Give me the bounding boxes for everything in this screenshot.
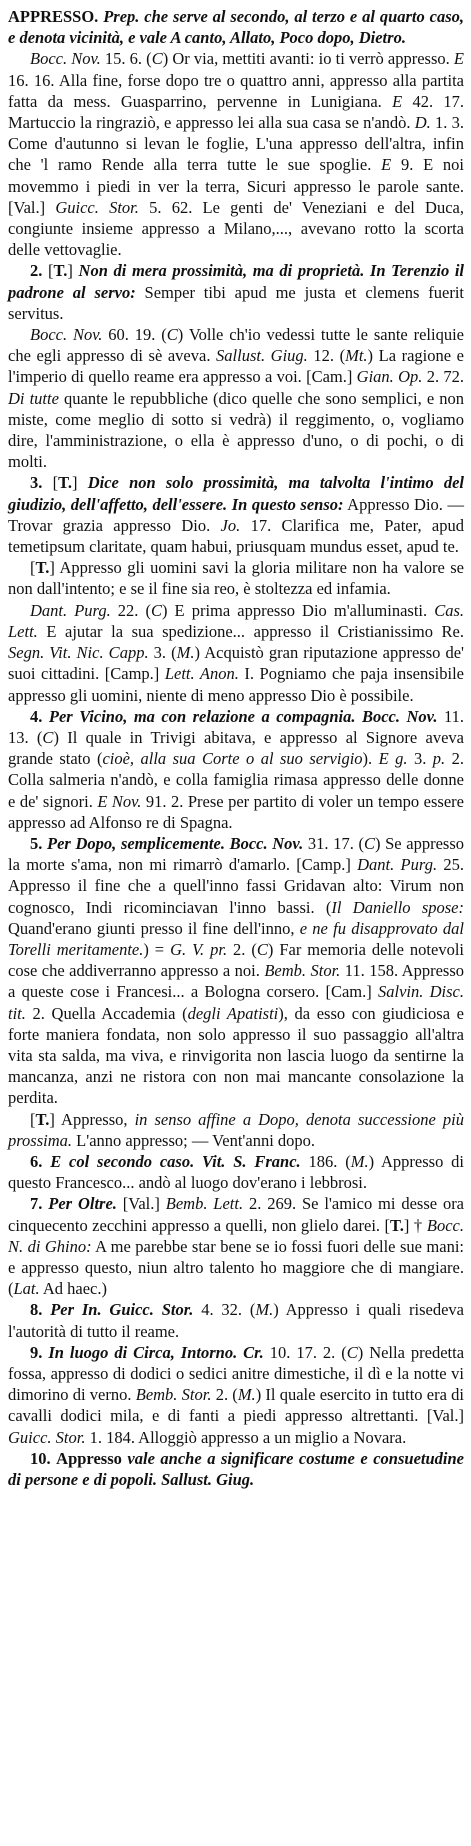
text-run: ) Volle ch'io vedessi tutte le sante reliquie che egli appresso di sè aveva. xyxy=(8,325,464,366)
styled-text-run: 7. xyxy=(30,1194,43,1214)
styled-text-run: Non di mera prossimità, ma di proprietà. In Terenzio il padrone al servo: xyxy=(8,261,465,302)
text-run: ) Il quale in Trivigi abitava, e appresso al Signore aveva grande stato ( xyxy=(8,727,464,769)
styled-text-run: 9. xyxy=(30,1342,43,1362)
text-run: 4. 32. ( xyxy=(193,1300,256,1320)
entry-paragraph xyxy=(8,472,464,557)
text-run: 91. 2. Prese per partito di voler un tempo essere appresso ad Alfonso re di Spagna. xyxy=(8,791,464,832)
text-run: 11. 158. Appresso a queste cose i Francesi... a Bologna corsero. [Cam.] xyxy=(8,961,464,1002)
text-run: ) Acquistò gran riputazione appresso de' suoi cittadini. [Camp.] xyxy=(8,643,465,684)
styled-text-run: Lat. xyxy=(13,1279,40,1299)
text-run: ) Far memoria delle notevoli cose che addiverranno appresso a noi. xyxy=(8,939,464,981)
styled-text-run: Bemb. Stor. xyxy=(264,961,341,981)
styled-text-run: M. xyxy=(237,1385,256,1405)
styled-text-run: 2. xyxy=(30,261,43,281)
text-run: ) Nella predetta fossa, appresso di dodici o sedici anitre dimestiche, il dì e la notte vi dimorino di verno. xyxy=(8,1342,465,1405)
styled-text-run: Guicc. Stor. xyxy=(8,1427,86,1447)
styled-text-run: Bocc. Nov. xyxy=(30,325,103,345)
text-run: ), da esso con giudiciosa e forte maniera fondata, non solo appresso il suo passaggio all'altra vita sta salda, ma viva, e rinvigorita non lascia luogo da sentirne la mancanza, anzi ne ristora con non mai mancante consolazione la perdita. xyxy=(8,1003,464,1108)
styled-text-run: Dant. Purg. xyxy=(357,855,438,875)
styled-text-run: C xyxy=(363,833,375,853)
text-run: Ad haec.) xyxy=(39,1279,107,1299)
text-run: 186. ( xyxy=(300,1151,351,1171)
styled-text-run: APPRESSO. xyxy=(8,7,99,26)
styled-text-run: E Nov. xyxy=(97,791,142,811)
styled-text-run: T. xyxy=(58,473,72,493)
text-run: A me parebbe star bene se io fossi fuori delle sue mani: e appresso questo, niun altro talento ho maggiore che di mangiare. ( xyxy=(8,1236,464,1299)
styled-text-run: Guicc. Stor. xyxy=(55,197,139,217)
styled-text-run: C xyxy=(150,600,162,620)
styled-text-run: Per Vicino, ma con relazione a compagnia. Bocc. Nov. xyxy=(48,706,438,726)
styled-text-run: cioè, alla sua Corte o al suo servigio xyxy=(102,749,363,769)
styled-text-run: D. xyxy=(414,113,431,133)
entry-paragraph xyxy=(8,600,464,706)
styled-text-run: M. xyxy=(176,643,195,663)
entry-paragraph xyxy=(8,1109,464,1151)
text-run: [ xyxy=(30,1109,36,1129)
text-run: 16. 16. Alla fine, forse dopo tre o quattro anni, appresso alla partita fatta da mess. Guasparrino, pervenne in Lunigiana. xyxy=(8,70,464,111)
styled-text-run: Di tutte xyxy=(8,388,59,408)
styled-text-run: C xyxy=(42,727,54,747)
entry-paragraph xyxy=(8,1342,464,1448)
styled-text-run: C xyxy=(151,49,163,69)
text-run: 3. xyxy=(407,749,433,769)
styled-text-run: G. V. pr. xyxy=(170,939,228,959)
styled-text-run: M. xyxy=(255,1300,274,1320)
styled-text-run: T. xyxy=(35,1109,50,1129)
text-run: ] † xyxy=(403,1215,427,1235)
text-run: 15. 6. ( xyxy=(100,49,152,69)
text-run: 22. ( xyxy=(110,600,151,620)
text-run: 42. 17. Martuccio la ringraziò, e appresso lei alla sua casa se n'andò. xyxy=(8,91,465,133)
text-run: 2. ( xyxy=(227,939,257,959)
styled-text-run: C xyxy=(346,1342,358,1362)
styled-text-run: Segn. Vit. Nic. Capp. xyxy=(8,643,149,663)
styled-text-run: M. xyxy=(350,1151,369,1171)
styled-text-run: Bocc. N. di Ghino: xyxy=(8,1215,464,1256)
styled-text-run: E xyxy=(381,155,392,175)
text-run: 12. ( xyxy=(307,346,346,366)
text-run: ) Se appresso la morte s'ama, non mi rimarrò d'amarlo. [Camp.] xyxy=(8,833,465,875)
entry-paragraph xyxy=(8,1299,464,1341)
styled-text-run: 3. xyxy=(30,473,43,493)
text-run: 11. 13. ( xyxy=(8,706,465,747)
styled-text-run: Lett. Anon. xyxy=(164,664,239,684)
styled-text-run: 8. xyxy=(30,1300,43,1320)
entry-paragraph xyxy=(8,48,464,260)
styled-text-run: e ne fu disapprovato dal Torelli meritamente. xyxy=(8,918,464,959)
styled-text-run: vale anche a significare costume e consuetudine di persone e di popoli. Sallust. Giug. xyxy=(8,1448,464,1490)
styled-text-run: Dice non solo prossimità, ma talvolta l'intimo del giudizio, dell'affetto, dell'essere. In questo senso: xyxy=(8,473,465,514)
text-run: 1. 3. Come d'autunno si levan le foglie, L'una appresso dell'altra, infin che 'l ramo Rende alla terra tutte le sue spoglie. xyxy=(8,113,465,175)
text-run: ). xyxy=(362,749,379,769)
styled-text-run: E xyxy=(392,91,403,111)
text-run: ) = xyxy=(143,939,171,959)
text-run: ) Or via, mettiti avanti: io ti verrò appresso. xyxy=(162,49,454,69)
styled-text-run: Sallust. Giug. xyxy=(216,346,308,366)
text-run: 60. 19. ( xyxy=(102,325,167,345)
text-run: ) E prima appresso Dio m'alluminasti. xyxy=(162,600,435,620)
text-run: ] Appresso gli uomini savi la gloria militare non ha valore se non dall'intento; e se il fine sia reo, è stoltezza ed infamia. xyxy=(8,558,464,599)
styled-text-run: Il Daniello spose: xyxy=(331,897,464,917)
styled-text-run: 5. xyxy=(30,833,43,853)
text-run: ) La ragione e l'imperio di quello reame era appresso a voi. [Cam.] xyxy=(8,346,464,387)
styled-text-run: E col secondo caso. Vit. S. Franc. xyxy=(50,1151,301,1171)
text-run: 2. 72. xyxy=(422,367,464,387)
text-run: Appresso Dio. — Trovar grazia appresso Dio. xyxy=(8,494,464,535)
entry-paragraph xyxy=(8,833,464,1109)
text-run: [ xyxy=(42,261,54,281)
text-run: E ajutar la sua spedizione... appresso il Cristianissimo Re. xyxy=(37,621,464,641)
entry-paragraph xyxy=(8,1151,464,1193)
entry-paragraph xyxy=(8,557,464,599)
text-run: ] Appresso, xyxy=(49,1109,135,1129)
styled-text-run: 6. xyxy=(30,1151,43,1171)
text-run: [ xyxy=(42,473,59,493)
styled-text-run: 10. xyxy=(30,1448,51,1468)
text-run: ] xyxy=(72,473,88,493)
styled-text-run: Per In. Guicc. Stor. xyxy=(50,1300,194,1320)
text-run: 9. E noi movemmo i piedi in ver la terra, Sicuri appresso le parole sante. [Val.] xyxy=(8,155,465,217)
text-run: ) Appresso di questo Francesco... andò al luogo dov'erano i lebbrosi. xyxy=(8,1151,464,1193)
entry-paragraph xyxy=(8,324,464,472)
styled-text-run: E xyxy=(453,49,464,69)
text-run: 1. 184. Alloggiò appresso a un miglio a Novara. xyxy=(85,1427,407,1447)
text-run: 5. 62. Le genti de' Veneziani e del Duca, congiunte insieme appresso a Milano,..., avevano rotto la scorta delle vettovaglie. xyxy=(8,197,464,260)
styled-text-run: In luogo di Circa, Intorno. Cr. xyxy=(48,1342,264,1362)
styled-text-run: T. xyxy=(35,558,50,578)
styled-text-run: Bocc. Nov. xyxy=(30,49,101,69)
styled-text-run: C xyxy=(256,939,268,959)
text-run: 25. Appresso il fine che a quell'inno fassi Gridavan alto: Virum non cognosco, Indi ricominciavan l'inno bassi. ( xyxy=(8,855,465,917)
text-run: 17. Clarifica me, Pater, apud temetipsum claritate, quam habui, priusquam mundus esset, apud te. xyxy=(8,515,464,557)
styled-text-run: Mt. xyxy=(345,346,368,366)
styled-text-run: Cas. Lett. xyxy=(8,600,465,641)
styled-text-run: Salvin. Disc. tit. xyxy=(8,982,464,1023)
styled-text-run: Per Dopo, semplicemente. Bocc. Nov. xyxy=(47,833,304,853)
entry-paragraph xyxy=(8,1448,464,1490)
text-run: ) Il quale esercito in tutto era di cavalli dodici mila, e di fanti a piedi appresso altrettanti. [Val.] xyxy=(8,1385,464,1426)
styled-text-run: Gian. Op. xyxy=(356,367,423,387)
styled-text-run: Dant. Purg. xyxy=(30,600,111,620)
styled-text-run: T. xyxy=(53,261,68,281)
text-run: 3. ( xyxy=(148,643,177,663)
styled-text-run: in senso affine a Dopo, denota successione più prossima. xyxy=(8,1109,464,1150)
styled-text-run: C xyxy=(166,325,178,345)
styled-text-run: Bemb. Lett. xyxy=(165,1194,244,1214)
entry-paragraph xyxy=(8,1193,464,1299)
text-run: 2. Quella Accademia ( xyxy=(25,1003,188,1023)
styled-text-run: Bemb. Stor. xyxy=(135,1385,212,1405)
styled-text-run: E g. xyxy=(378,749,408,769)
text-run: [Val.] xyxy=(116,1194,166,1214)
text-run: 2. 269. Se l'amico mi desse ora cinquecento zecchini appresso a quelli, non glielo darei. [ xyxy=(8,1194,465,1235)
styled-text-run: 4. xyxy=(30,706,43,726)
text-run: 2. Colla salmeria n'andò, e colla famiglia rimasa appresso delle donne e de' signori. xyxy=(8,749,464,811)
text-run: L'anno appresso; — Vent'anni dopo. xyxy=(72,1130,316,1150)
styled-text-run: Prep. che serve al secondo, al terzo e al quarto caso, e denota vicinità, e vale A canto, Allato, Poco dopo, Dietro. xyxy=(8,7,464,48)
text-run: Quand'erano giunti presso il fine dell'inno, xyxy=(8,918,300,938)
entry-headword-paragraph xyxy=(8,6,464,48)
text-run: 2. ( xyxy=(211,1385,238,1405)
text-run: ) Appresso i quali risedeva l'autorità di tutto il reame. xyxy=(8,1300,464,1341)
styled-text-run: Appresso xyxy=(56,1448,122,1468)
text-run: I. Pogniamo che paja insensibile appresso gli uomini, niente di meno appresso Dio è possibile. xyxy=(8,664,464,705)
styled-text-run: Per Oltre. xyxy=(48,1194,117,1214)
styled-text-run: degli Apatisti xyxy=(187,1003,279,1023)
text-run: 31. 17. ( xyxy=(303,833,364,853)
text-run: 10. 17. 2. ( xyxy=(263,1342,347,1362)
entry-paragraph xyxy=(8,260,464,324)
styled-text-run: T. xyxy=(390,1215,404,1235)
styled-text-run: p. xyxy=(432,749,446,769)
text-run: [ xyxy=(30,558,36,578)
text-run: Semper tibi apud me justa et clemens fuerit servitus. xyxy=(8,282,465,323)
text-run: ] xyxy=(67,261,79,281)
styled-text-run: Jo. xyxy=(220,515,241,535)
text-run: quante le repubbliche (dico quelle che sono semplici, e non miste, come meglio di sotto si vedrà) il reggimento, o, vogliamo dire, l'amministrazione, o ella è appresso d'uno, o di pochi, o di molti. xyxy=(8,388,464,472)
entry-paragraph xyxy=(8,706,464,833)
